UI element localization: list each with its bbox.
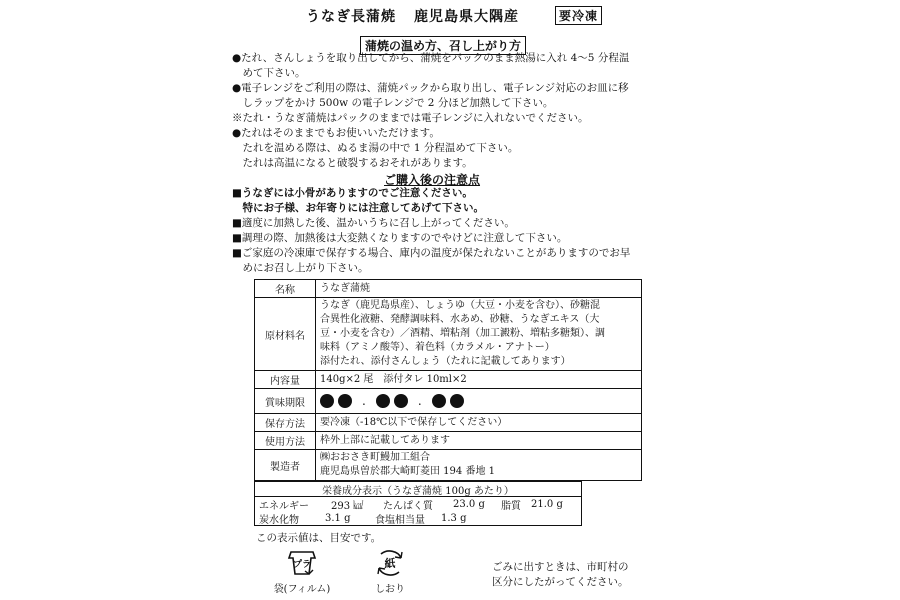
heating-line-1: ●たれ、さんしょうを取り出してから、蒲焼をパックのまま熱湯に入れ 4〜5 分程温: [232, 52, 630, 64]
product-name: うなぎ長蒲焼: [306, 9, 396, 25]
redacted-dot: [394, 394, 408, 408]
table-row: [255, 432, 642, 450]
caution-line-5: ■ご家庭の冷凍庫で保存する場合、庫内の温度が保たれないことがありますのでお早: [232, 247, 631, 259]
heating-line-2: めて下さい。: [232, 67, 306, 79]
table-row: [255, 371, 642, 389]
paper-label: しおり: [375, 584, 405, 595]
caution-line-2: 特にお子様、お年寄りには注意してあげて下さい。: [232, 202, 484, 214]
product-info-table: [254, 279, 642, 481]
heating-line-3: ●電子レンジをご利用の際は、蒲焼パックから取り出し、電子レンジ対応のお皿に移: [232, 82, 629, 94]
redacted-dot: [338, 394, 352, 408]
origin-label: 鹿児島県大隅産: [414, 9, 519, 25]
table-row: [255, 497, 581, 511]
amount-label: 内容量: [255, 371, 316, 389]
heating-line-5: ※たれ・うなぎ蒲焼はパックのままでは電子レンジに入れないでください。: [232, 112, 589, 124]
protein-value: 23.0 g: [453, 498, 485, 510]
salt-value: 1.3 g: [441, 512, 467, 524]
expiry-separator: .: [417, 394, 422, 408]
heating-line-4: しラップをかけ 500w の電子レンジで 2 分ほど加熱して下さい。: [232, 97, 554, 109]
fat-value: 21.0 g: [531, 498, 563, 510]
disposal-line-2: 区分にしたがってください。: [492, 576, 629, 588]
storage-value: 要冷凍（-18℃以下で保存してください）: [316, 414, 642, 432]
heating-line-8: たれは高温になると破裂するおそれがあります。: [232, 157, 473, 169]
paper-recycle-icon: [373, 548, 407, 578]
amount-value: 140g×2 尾 添付タレ 10ml×2: [316, 371, 642, 389]
protein-label: たんぱく質: [383, 500, 433, 512]
name-value: うなぎ蒲焼: [316, 280, 642, 298]
fat-label: 脂質: [501, 500, 521, 512]
caution-line-3: ■適度に加熱した後、温かいうちに召し上がってください。: [232, 217, 515, 229]
table-row: [255, 450, 642, 481]
redacted-dot: [320, 394, 334, 408]
energy-label: エネルギー: [259, 500, 309, 512]
disposal-line-1: ごみに出すときは、市町村の: [492, 561, 629, 573]
heating-line-7: たれを温める際は、ぬるま湯の中で 1 分程温めて下さい。: [232, 142, 519, 154]
usage-value: 枠外上部に記載してあります: [316, 432, 642, 450]
heating-instructions-title: 蒲焼の温め方、召し上がり方: [360, 36, 526, 55]
caution-line-4: ■調理の際、加熱後は大変熱くなりますのでやけどに注意して下さい。: [232, 232, 568, 244]
after-purchase-title: ご購入後の注意点: [384, 173, 481, 187]
expiry-value: [316, 389, 642, 414]
caution-line-1: ■うなぎには小骨がありますのでご注意ください。: [232, 187, 473, 199]
plastic-recycle-icon: [285, 548, 319, 578]
nutrition-title: 栄養成分表示（うなぎ蒲焼 100g あたり）: [255, 482, 581, 497]
expiry-label: 賞味期限: [255, 389, 316, 414]
maker-label: 製造者: [255, 450, 316, 481]
table-row: [255, 511, 581, 525]
paper-recycle-mark: [360, 548, 420, 595]
carb-label: 炭水化物: [259, 514, 299, 526]
nutrition-note: この表示値は、目安です。: [256, 532, 382, 544]
disposal-note: [492, 560, 629, 590]
maker-value: [316, 450, 642, 481]
nutrition-table: [254, 481, 582, 526]
paper-mark-text: 紙: [384, 557, 396, 570]
storage-label: 保存方法: [255, 414, 316, 432]
caution-line-6: めにお召し上がり下さい。: [232, 262, 369, 274]
expiry-separator: .: [362, 394, 366, 408]
usage-label: 使用方法: [255, 432, 316, 450]
table-row: [255, 414, 642, 432]
carb-value: 3.1 g: [325, 512, 351, 524]
redacted-dot: [450, 394, 464, 408]
redacted-dot: [376, 394, 390, 408]
redacted-dot: [432, 394, 446, 408]
frozen-badge: 要冷凍: [555, 6, 602, 25]
plastic-label: 袋(フィルム): [273, 584, 331, 595]
ingredients-value: うなぎ（鹿児島県産）、しょうゆ（大豆・小麦を含む）、砂糖混 合異性化液糖、発酵調味料、水あめ、砂糖、うなぎエキス（大 豆・小麦を含む）／酒精、増粘剤（加工澱粉、増粘多糖類）、調 味料（アミノ酸等）、着色料（カラメル・アナトー） 添付たれ、添付さんしょう（たれに記載してあります）: [316, 298, 642, 371]
plastic-recycle-mark: [272, 548, 332, 595]
maker-name: ㈱おおさき町鰻加工組合: [320, 452, 430, 463]
salt-label: 食塩相当量: [375, 514, 425, 526]
energy-value: 293 ㎉: [331, 500, 364, 512]
table-row: [255, 389, 642, 414]
table-row: [255, 280, 642, 298]
maker-address: 鹿児島県曽於郡大崎町菱田 194 番地 1: [320, 466, 495, 477]
name-label: 名称: [255, 280, 316, 298]
plastic-mark-text: プラ: [292, 560, 312, 570]
ingredients-label: 原材料名: [255, 298, 316, 371]
table-row: [255, 298, 642, 371]
heating-line-6: ●たれはそのままでもお使いいただけます。: [232, 127, 440, 139]
